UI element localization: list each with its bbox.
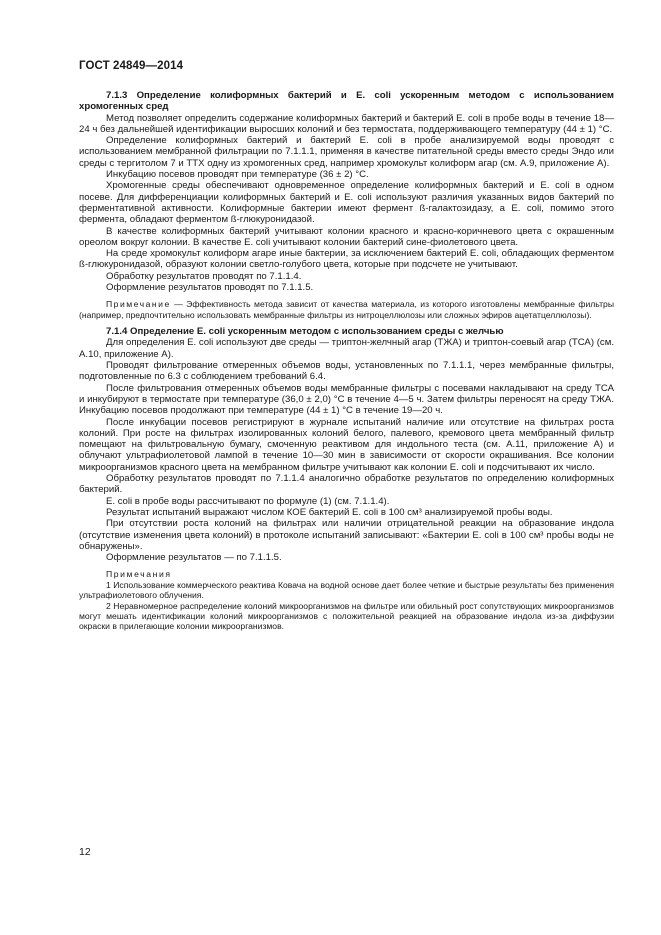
paragraph: Обработку результатов проводят по 7.1.1.4. [106, 270, 302, 282]
paragraph: При отсутствии роста колоний на фильтрах или наличии отрицательной реакции на образование индола (отсутствие изменения цвета колоний) в протоколе испытаний записывают: «Бактерии E. coli в 100 см³ пробы воды не обнаружены». [79, 518, 614, 552]
note-text: — Эффективность метода зависит от качества материала, из которого изготовлены мембранные фильтры (например, предпочтительно использовать мембранные фильтры из нитроцеллюлозы или сложных эфиров ацетатцеллюлозы). [79, 299, 614, 320]
paragraph: E. coli в пробе воды рассчитывают по формуле (1) (см. 7.1.1.4). [106, 495, 390, 507]
paragraph: После фильтрования отмеренных объемов воды мембранные фильтры с посевами накладывают на среду ТСА и инкубируют в термостате при температуре (36,0 ± 2,0) °С в течение 4—5 ч. Затем фильтры переносят на среду ТЖА. Инкубацию посевов продолжают при температуре (44 ± 1) °С в течение 19—20 ч. [79, 382, 614, 417]
paragraph: Обработку результатов проводят по 7.1.1.4 аналогично обработке результатов по определению колиформных бактерий. [79, 473, 614, 496]
note-7-1-3 [79, 299, 614, 320]
page-content [79, 90, 614, 632]
note-label: Примечание [106, 299, 171, 310]
paragraph: После инкубации посевов регистрируют в журнале испытаний наличие или отсутствие на фильтрах роста колоний. При росте на фильтрах изолированных колоний белого, палевого, кремового цвета мембранный фильтр помещают на фильтровальную бумагу, смоченную реактивом для индольного теста (см. А.11, приложение А) и облучают ультрафиолетовой лампой в течение 10—30 мин в зависимости от скорости окрашивания. Все колонии микроорганизмов красного цвета на мембранном фильтре учитывают как колонии E. coli и подсчитывают их число. [79, 416, 614, 473]
section-heading-7-1-4: 7.1.4 Определение E. coli ускоренным методом с использованием среды с желчью [106, 326, 504, 338]
paragraph: Инкубацию посевов проводят при температуре (36 ± 2) °С. [106, 169, 369, 181]
paragraph: Результат испытаний выражают числом КОЕ бактерий E. coli в 100 см³ анализируемой пробы воды. [106, 506, 553, 518]
note-item: 2 Неравномерное распределение колоний микроорганизмов на фильтре или обильный рост сопутствующих микроорганизмов могут мешать идентификации колоний микроорганизмов с положительной реакцией на образование индола из-за диффузии окраски в прилегающие колонии микроорганизмов. [79, 600, 614, 632]
note-item: 1 Использование коммерческого реактива Ковача на водной основе дает более четкие и быстрые результаты без применения ультрафиолетового облучения. [79, 579, 614, 601]
section-heading-7-1-3: 7.1.3 Определение колиформных бактерий и E. coli ускоренным методом с использованием хромогенных сред [79, 90, 614, 113]
paragraph: Оформление результатов проводят по 7.1.1.5. [106, 282, 314, 294]
paragraph: Метод позволяет определить содержание колиформных бактерий и бактерий E. coli в пробе воды в течение 18—24 ч без дальнейшей идентификации выросших колоний и без термостата, поддерживающего температуру (44 ± 1) °С. [79, 112, 614, 135]
page-number: 12 [79, 846, 91, 858]
notes-heading: Примечания [106, 569, 172, 580]
paragraph: В качестве колиформных бактерий учитывают колонии красного и красно-коричневого цвета с окрашенным ореолом вокруг колонии. В качестве E. coli учитывают колонии бактерий сине-фиолетового цвета. [79, 225, 614, 248]
paragraph: На среде хромокульт колиформ агаре иные бактерии, за исключением бактерий E. coli, обладающих ферментом ß-глюкуронидазой, образуют колонии светло-голубого цвета, которые при подсчете не учитывают. [79, 248, 614, 271]
paragraph: Определение колиформных бактерий и бактерий E. coli в пробе анализируемой воды проводят с использованием мембранной фильтрации по 7.1.1.1, применяя в качестве питательной среды вместо среды Эндо или среды с тергитолом 7 и ТТХ одну из хромогенных сред, например хромокульт колиформ агар (см. А.9, приложение А). [79, 135, 614, 169]
paragraph: Для определения E. coli используют две среды — триптон-желчный агар (ТЖА) и триптон-соевый агар (ТСА) (см. А.10, приложение А). [79, 337, 614, 360]
paragraph: Хромогенные среды обеспечивают одновременное определение колиформных бактерий и E. coli в одном посеве. Для дифференциации колиформных бактерий и E. coli используют различия указанных видов бактерий по ферментативной активности. Колиформные бактерии имеют фермент ß-галактозидазу, а E. coli, помимо этого фермента, обладают ферментом ß-глюкуронидазой. [79, 180, 614, 226]
paragraph: Оформление результатов — по 7.1.1.5. [106, 552, 282, 564]
document-header: ГОСТ 24849—2014 [79, 60, 184, 72]
paragraph: Проводят фильтрование отмеренных объемов воды, установленных по 7.1.1.1, через мембранные фильтры, подготовленные по 6.3 с соблюдением требований 6.4. [79, 360, 614, 383]
